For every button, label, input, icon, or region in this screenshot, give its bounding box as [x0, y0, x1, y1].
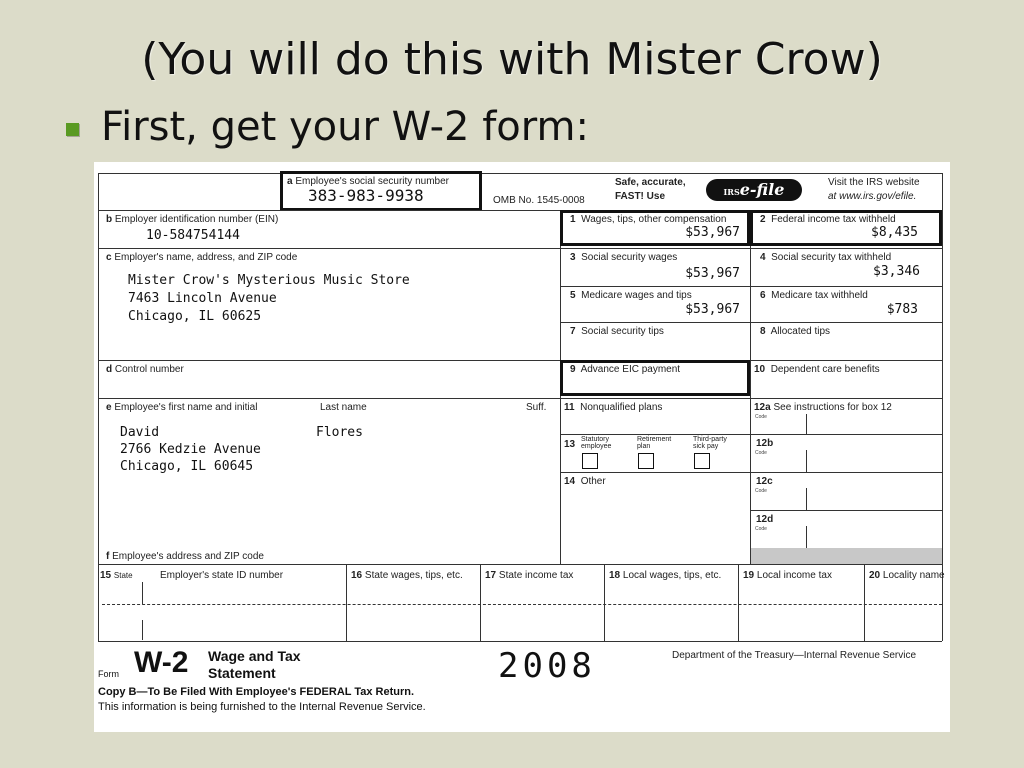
- box-12a-code-label: Code: [755, 414, 767, 420]
- box-e-suff-label: Suff.: [526, 402, 547, 413]
- box-d-label: d Control number: [106, 364, 184, 375]
- bullet-row: [66, 104, 589, 150]
- box-12d-code-label: Code: [755, 526, 767, 532]
- efile-line1: Safe, accurate,: [615, 177, 686, 188]
- box-c-line1: Mister Crow's Mysterious Music Store: [128, 273, 410, 288]
- efile-line2: FAST! Use: [615, 191, 666, 202]
- box-12c-code-label: Code: [755, 488, 767, 494]
- dept-treasury: Department of the Treasury—Internal Revenue Service: [672, 650, 917, 661]
- box-1-value: $53,967: [685, 225, 740, 240]
- retirement-plan-checkbox[interactable]: [638, 453, 654, 469]
- box-a-value: 383-983-9938: [308, 186, 424, 205]
- form-name-w2: W-2: [134, 646, 189, 679]
- box-c-line3: Chicago, IL 60625: [128, 309, 262, 324]
- box-4-label: 4 Social security tax withheld: [760, 252, 892, 263]
- form-title-line1: Wage and Tax: [208, 648, 301, 664]
- box-13-retirement-label: Retirement plan: [637, 436, 672, 450]
- box-13-statutory-label: Statutory employee: [581, 436, 612, 450]
- box-6-value: $783: [886, 302, 918, 317]
- box-10-label: 10 Dependent care benefits: [754, 364, 880, 375]
- irs-info-notice: This information is being furnished to the Internal Revenue Service.: [98, 701, 426, 713]
- box-13-thirdparty-label: Third-party sick pay: [693, 436, 727, 450]
- form-word: Form: [98, 669, 119, 679]
- bullet-text: First, get your W-2 form:: [101, 104, 589, 150]
- box-12c-label: 12c: [756, 476, 773, 487]
- box-b-value: 10-584754144: [146, 228, 240, 243]
- efile-visit1: Visit the IRS website: [828, 177, 920, 188]
- box-6-label: 6 Medicare tax withheld: [760, 290, 868, 301]
- employee-first-name: David: [120, 425, 160, 440]
- tax-year: 2008: [498, 646, 596, 686]
- box-3-label: 3 Social security wages: [570, 252, 678, 263]
- omb-number: OMB No. 1545-0008: [493, 195, 585, 206]
- box-15-state-id-label: Employer's state ID number: [160, 570, 284, 581]
- box-19-label: 19 Local income tax: [743, 570, 832, 581]
- box-8-label: 8 Allocated tips: [760, 326, 831, 337]
- box-12d-label: 12d: [756, 514, 774, 525]
- statutory-employee-checkbox[interactable]: [582, 453, 598, 469]
- box-7-label: 7 Social security tips: [570, 326, 664, 337]
- efile-logo-icon: IRSe-file: [706, 179, 802, 201]
- box-3-value: $53,967: [685, 266, 740, 281]
- form-title-line2: Statement: [208, 665, 276, 681]
- box-18-label: 18 Local wages, tips, etc.: [609, 570, 722, 581]
- box-1-label: 1 Wages, tips, other compensation: [570, 214, 727, 225]
- box-17-label: 17 State income tax: [485, 570, 574, 581]
- box-e-last-label: Last name: [320, 402, 367, 413]
- box-16-label: 16 State wages, tips, etc.: [351, 570, 463, 581]
- box-b-label: b Employer identification number (EIN): [106, 214, 279, 225]
- employee-address1: 2766 Kedzie Avenue: [120, 442, 261, 457]
- box-5-label: 5 Medicare wages and tips: [570, 290, 692, 301]
- box-14-label: 14 Other: [564, 476, 606, 487]
- slide-title: (You will do this with Mister Crow): [141, 34, 883, 85]
- w2-form: [94, 162, 950, 732]
- box-13-num: 13: [564, 439, 576, 450]
- box-12b-label: 12b: [756, 438, 774, 449]
- box-11-label: 11 Nonqualified plans: [564, 402, 663, 413]
- box-c-line2: 7463 Lincoln Avenue: [128, 291, 277, 306]
- box-e-label: e Employee's first name and initial: [106, 402, 258, 413]
- box-2-label: 2 Federal income tax withheld: [760, 214, 896, 225]
- box-a-label: a Employee's social security number: [287, 176, 449, 187]
- box-15-label: 15 State: [100, 570, 133, 581]
- box-c-label: c Employer's name, address, and ZIP code: [106, 252, 298, 263]
- employee-address2: Chicago, IL 60645: [120, 459, 254, 474]
- box-9-label: 9 Advance EIC payment: [570, 364, 681, 375]
- box-12-shaded-area: [751, 548, 942, 564]
- box-f-label: f Employee's address and ZIP code: [106, 551, 264, 562]
- box-20-label: 20 Locality name: [869, 570, 945, 581]
- bullet-square-icon: [66, 123, 79, 136]
- box-5-value: $53,967: [685, 302, 740, 317]
- box-12b-code-label: Code: [755, 450, 767, 456]
- box-4-value: $3,346: [873, 264, 920, 279]
- box-12a-label: 12a See instructions for box 12: [754, 402, 892, 413]
- box-2-value: $8,435: [871, 225, 918, 240]
- third-party-sick-pay-checkbox[interactable]: [694, 453, 710, 469]
- efile-visit2: at www.irs.gov/efile.: [828, 191, 917, 202]
- copy-b-notice: Copy B—To Be Filed With Employee's FEDERAL Tax Return.: [98, 686, 415, 698]
- employee-last-name: Flores: [316, 425, 363, 440]
